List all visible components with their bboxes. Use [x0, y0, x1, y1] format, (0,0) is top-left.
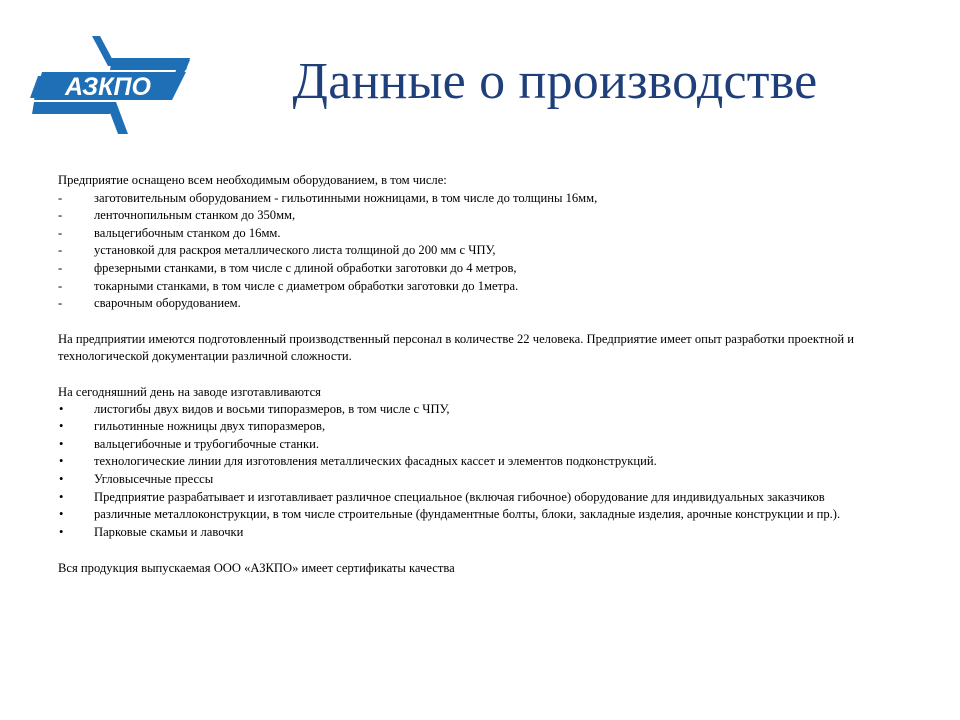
dash-marker: - [58, 243, 63, 258]
list-item [58, 402, 903, 417]
spacer [58, 542, 903, 560]
dash-marker: - [58, 208, 63, 223]
list-item-text: фрезерными станками, в том числе с длиной обработки заготовки до 4 метров, [94, 260, 517, 275]
equipment-intro: Предприятие оснащено всем необходимым оборудованием, в том числе: [58, 173, 447, 187]
list-item-text: установкой для раскроя металлического листа толщиной до 200 мм с ЧПУ, [94, 243, 496, 258]
logo-text: АЗКПО [65, 73, 151, 101]
list-item [58, 207, 903, 225]
bullet-marker: • [59, 471, 64, 486]
list-item-text: вальцегибочные и трубогибочные станки. [94, 436, 320, 451]
list-item-text: Предприятие разрабатывает и изготавливает различное специальное (включая гибочное) оборудование для индивидуальных заказчиков [94, 489, 825, 504]
list-item-text: токарными станками, в том числе с диаметром обработки заготовки до 1метра. [94, 278, 519, 293]
list-item [58, 225, 903, 243]
list-item-text: технологические линии для изготовления металлических фасадных кассет и элементов подконструкций. [94, 454, 657, 469]
certificates-paragraph: Вся продукция выпускаемая ООО «АЗКПО» имеет сертификаты качества [58, 561, 455, 576]
bullet-marker: • [59, 436, 64, 451]
products-list [58, 402, 903, 540]
list-item-text: ленточнопильным станком до 350мм, [94, 208, 296, 223]
list-item-text: сварочным оборудованием. [94, 296, 241, 311]
list-item [58, 190, 903, 208]
list-item [58, 525, 903, 540]
bullet-marker: • [59, 454, 64, 469]
bullet-marker: • [59, 524, 64, 539]
bullet-marker: • [59, 489, 64, 504]
document-body [58, 172, 903, 578]
list-item-text: вальцегибочным станком до 16мм. [94, 225, 281, 240]
page-title: Данные о производстве [292, 53, 818, 110]
spacer [58, 366, 903, 384]
list-item [58, 437, 903, 452]
dash-marker: - [58, 190, 63, 205]
equipment-list [58, 190, 903, 313]
list-item [58, 242, 903, 260]
list-item [58, 295, 903, 313]
dash-marker: - [58, 225, 63, 240]
list-item [58, 472, 903, 487]
bullet-marker: • [59, 419, 64, 434]
company-logo [30, 36, 190, 134]
bullet-marker: • [59, 401, 64, 416]
products-intro: На сегодняшний день на заводе изготавливаются [58, 384, 321, 399]
list-item-text: Угловысечные прессы [94, 471, 214, 486]
list-item [58, 278, 903, 296]
list-item-text: заготовительным оборудованием - гильотинными ножницами, в том числе до толщины 16мм, [94, 190, 598, 205]
list-item [58, 454, 903, 469]
dash-marker: - [58, 278, 63, 293]
list-item-text: Парковые скамьи и лавочки [94, 524, 244, 539]
dash-marker: - [58, 296, 63, 311]
staff-paragraph: На предприятии имеются подготовленный производственный персонал в количестве 22 человека. Предприятие имеет опыт разработки проектной и технологической документации различной сложности. [58, 331, 854, 364]
dash-marker: - [58, 260, 63, 275]
list-item [58, 507, 903, 522]
list-item-text: гильотинные ножницы двух типоразмеров, [94, 419, 326, 434]
list-item [58, 260, 903, 278]
spacer [58, 313, 903, 331]
list-item-text: различные металлоконструкции, в том числе строительные (фундаментные болты, блоки, закладные изделия, арочные конструкции и пр.). [94, 507, 841, 522]
list-item [58, 419, 903, 434]
list-item [58, 490, 903, 505]
bullet-marker: • [59, 507, 64, 522]
list-item-text: листогибы двух видов и восьми типоразмеров, в том числе с ЧПУ, [94, 401, 450, 416]
